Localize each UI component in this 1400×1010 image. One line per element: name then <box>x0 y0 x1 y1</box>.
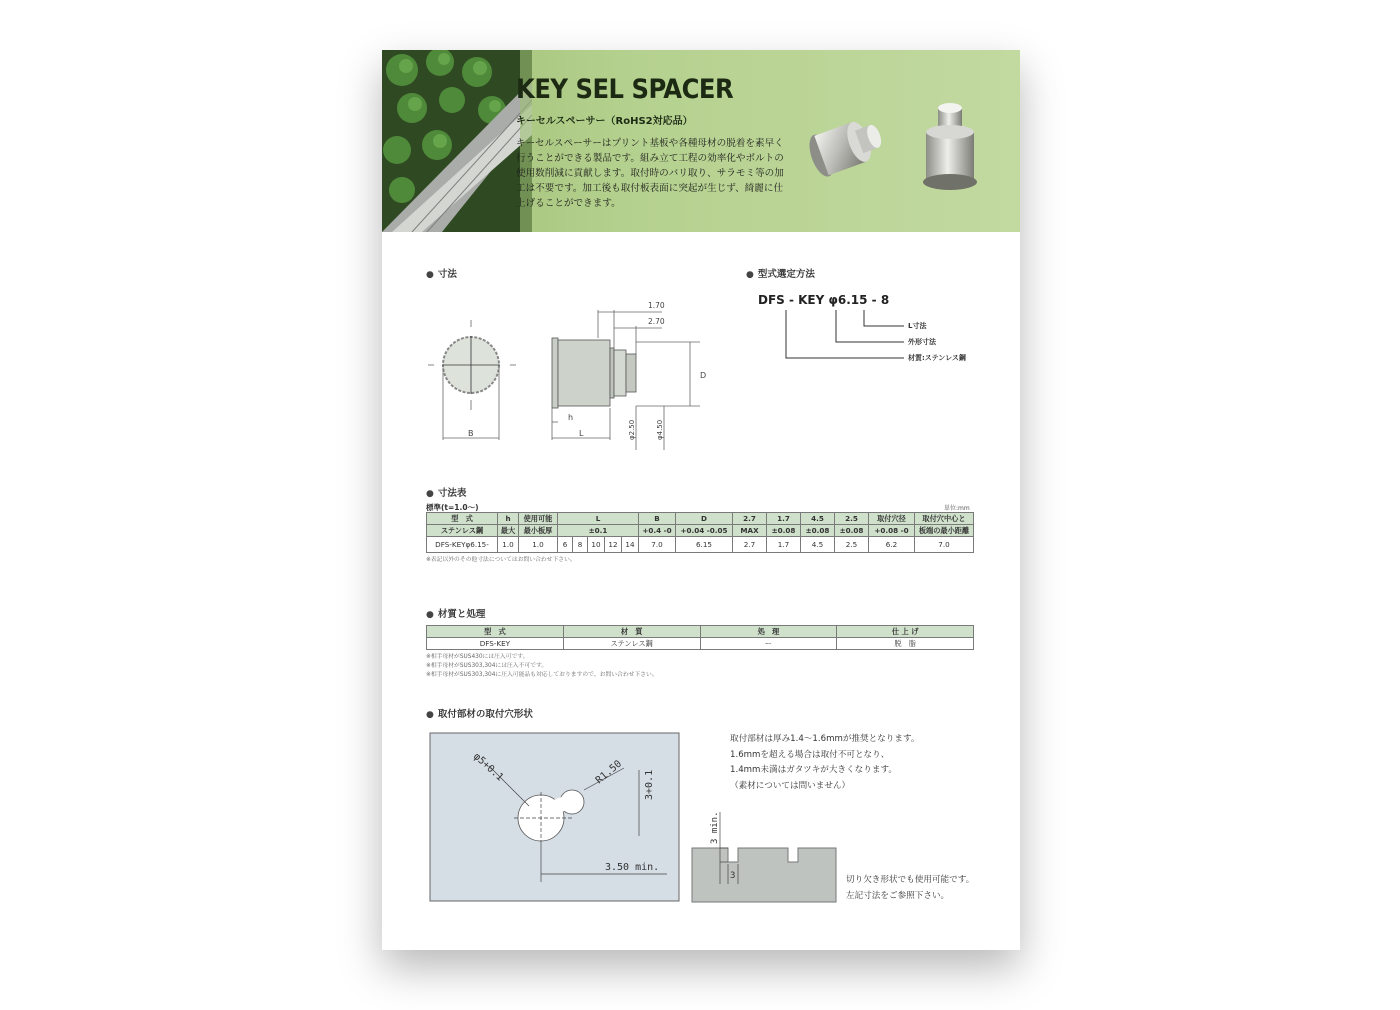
hero-banner <box>382 50 1020 232</box>
md-material: ステンレス鋼 <box>563 638 700 650</box>
th-c27-sub: MAX <box>733 525 767 537</box>
dim-phi250-label: φ2.50 <box>628 419 636 440</box>
legend-material: 材質:ステンレス鋼 <box>908 354 966 362</box>
th-l-sub: ±0.1 <box>558 525 639 537</box>
green-parts-photo <box>382 50 532 232</box>
td-c27: 2.7 <box>733 537 767 553</box>
th-b: B <box>639 513 676 525</box>
material-heading: ● 材質と処理 <box>426 606 485 620</box>
th-hole-sub: +0.08 -0 <box>869 525 915 537</box>
th-edge: 取付穴中心と <box>915 513 974 525</box>
th-model: 型 式 <box>427 513 498 525</box>
unit-label: 単位:mm <box>944 505 970 512</box>
product-photo-upright <box>914 102 988 194</box>
model-selection-heading: ● 型式選定方法 <box>746 266 815 280</box>
catalog-page <box>382 50 1020 950</box>
table-note: ※表記以外のその他寸法についてはお問い合わせ下さい。 <box>426 557 576 563</box>
dimension-drawing <box>422 290 752 450</box>
td-hole: 6.2 <box>869 537 915 553</box>
th-c17: 1.7 <box>767 513 801 525</box>
th-c25: 2.5 <box>835 513 869 525</box>
th-c45-sub: ±0.08 <box>801 525 835 537</box>
dim-170-label: 1.70 <box>648 301 665 310</box>
hole-three-label: 3+0.1 <box>644 769 655 800</box>
table-header-row <box>427 513 974 525</box>
th-thick-sub: 最小板厚 <box>519 525 558 537</box>
mh-model: 型 式 <box>427 626 564 638</box>
model-code: DFS - KEY φ6.15 - 8 <box>758 293 890 307</box>
mounting-hole-drawing <box>429 732 681 904</box>
th-edge-sub: 板端の最小距離 <box>915 525 974 537</box>
slot-min-label: 3 min. <box>710 811 720 844</box>
th-d-sub: +0.04 -0.05 <box>676 525 733 537</box>
product-description: キーセルスペーサーはプリント基板や各種母材の脱着を素早く行うことができる製品です。組み立て工程の効率化やボルトの使用数削減に貢献します。取付時のバリ取り、サラモミ等の加工は不要です。加工後も取付板表面に突起が生じず、綺麗に仕上げることができます。 <box>516 138 784 209</box>
td-l1: 6 <box>558 537 573 553</box>
th-l: L <box>558 513 639 525</box>
dim-270-label: 2.70 <box>648 317 665 326</box>
mounting-text-line: 取付部材は厚み1.4〜1.6mmが推奨となります。 <box>730 734 920 744</box>
dimension-table <box>426 512 974 553</box>
td-model: DFS-KEYφ6.15- <box>427 537 498 553</box>
slot-text-line: 切り欠き形状でも使用可能です。 <box>846 875 975 885</box>
td-b: 7.0 <box>639 537 676 553</box>
slot-drawing <box>690 802 840 904</box>
standard-label: 標準(t=1.0〜) <box>426 503 479 512</box>
td-l2: 8 <box>573 537 588 553</box>
td-d: 6.15 <box>676 537 733 553</box>
dim-b-label: B <box>468 429 474 438</box>
hole-phi-label: φ5+0.1 <box>470 751 506 784</box>
md-model: DFS-KEY <box>427 638 564 650</box>
material-note-2: ※相手母材がSUS303,304には圧入不可です。 <box>426 663 548 669</box>
dim-phi450-label: φ4.50 <box>656 419 664 440</box>
hole-min-label: 3.50 min. <box>605 862 660 873</box>
md-treatment: ー <box>700 638 837 650</box>
th-c45: 4.5 <box>801 513 835 525</box>
th-b-sub: +0.4 -0 <box>639 525 676 537</box>
td-l3: 10 <box>588 537 605 553</box>
th-c25-sub: ±0.08 <box>835 525 869 537</box>
td-edge: 7.0 <box>915 537 974 553</box>
mounting-text-line: （素材については問いません） <box>730 780 851 791</box>
slot-text-line: 左記寸法をご参照下さい。 <box>846 890 950 901</box>
material-row <box>427 638 974 650</box>
slot-text <box>846 873 974 904</box>
th-h-sub: 最大 <box>498 525 519 537</box>
dimension-table-heading: ● 寸法表 <box>426 485 466 499</box>
td-h: 1.0 <box>498 537 519 553</box>
mh-finish: 仕 上 げ <box>837 626 974 638</box>
td-thick: 1.0 <box>519 537 558 553</box>
dimensions-heading: ● 寸法 <box>426 266 457 280</box>
product-subtitle: キーセルスペーサー（RoHS2対応品） <box>516 116 693 127</box>
dim-l-label: L <box>579 429 584 438</box>
td-l5: 14 <box>622 537 639 553</box>
product-photo-side <box>800 102 890 192</box>
hole-r-label: R1.50 <box>593 758 624 787</box>
slot-three-label: 3 <box>730 871 736 881</box>
legend-l-dimension: L寸法 <box>908 322 927 330</box>
table-row <box>427 537 974 553</box>
table-subheader-row <box>427 525 974 537</box>
mounting-heading: ● 取付部材の取付穴形状 <box>426 706 533 720</box>
td-c45: 4.5 <box>801 537 835 553</box>
mounting-text-line: 1.6mmを超える場合は取付不可となり、 <box>730 749 890 760</box>
mounting-text-line: 1.4mm未満はガタツキが大きくなります。 <box>730 765 897 775</box>
th-model-sub: ステンレス鋼 <box>427 525 498 537</box>
th-hole: 取付穴径 <box>869 513 915 525</box>
legend-outer-dimension: 外形寸法 <box>908 338 936 346</box>
td-c17: 1.7 <box>767 537 801 553</box>
material-note-1: ※相手母材がSUS430には圧入可です。 <box>426 654 529 660</box>
dim-d-label: D <box>700 371 707 380</box>
th-h: h <box>498 513 519 525</box>
mounting-text <box>730 732 919 794</box>
mh-treatment: 処 理 <box>700 626 837 638</box>
product-title: KEY SEL SPACER <box>516 74 734 105</box>
dim-h-label: h <box>568 413 574 422</box>
material-table <box>426 625 974 650</box>
mh-material: 材 質 <box>563 626 700 638</box>
th-c27: 2.7 <box>733 513 767 525</box>
th-thick: 使用可能 <box>519 513 558 525</box>
th-d: D <box>676 513 733 525</box>
md-finish: 脱 脂 <box>837 638 974 650</box>
th-c17-sub: ±0.08 <box>767 525 801 537</box>
td-c25: 2.5 <box>835 537 869 553</box>
td-l4: 12 <box>605 537 622 553</box>
material-header-row <box>427 626 974 638</box>
material-note-3: ※相手母材がSUS303,304に圧入可能品も対応しておりますので、お問い合わせ下さい。 <box>426 672 658 678</box>
